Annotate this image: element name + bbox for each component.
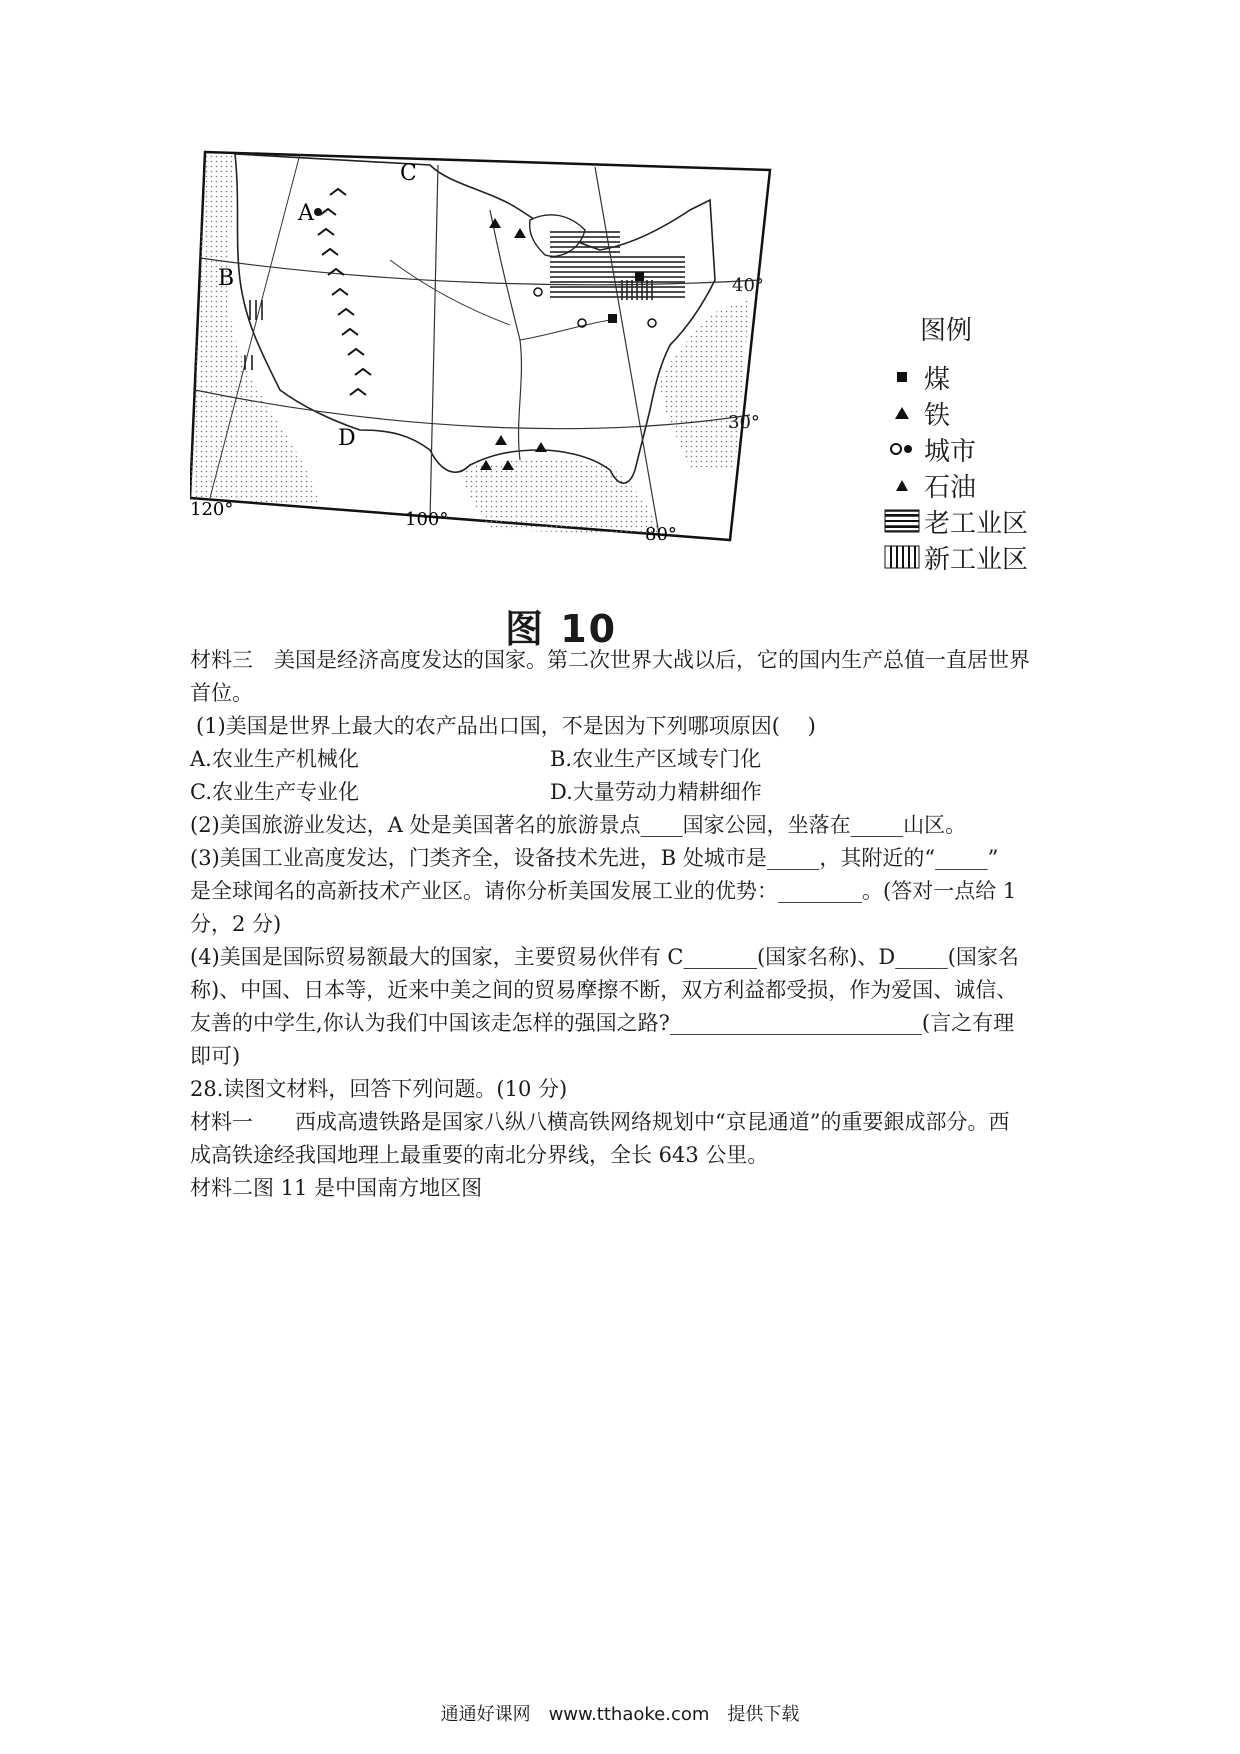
legend-item-coal <box>880 359 1070 395</box>
legend-label: 石油 <box>924 472 977 503</box>
legend-label: 新工业区 <box>924 544 1029 575</box>
figure-caption: 图 10 <box>505 607 618 651</box>
footer-watermark: 通通好课网 www.tthaoke.com 提供下载 <box>440 1704 800 1725</box>
q1-option-b: B.农业生产区域专门化 <box>550 747 762 771</box>
legend-label: 煤 <box>924 364 951 395</box>
q3-line3: 分，2 分) <box>190 912 282 936</box>
legend-label: 铁 <box>924 400 951 431</box>
label-lon-80: 80° <box>645 524 677 545</box>
coal-icon <box>880 370 924 384</box>
iron-icon <box>880 406 924 420</box>
q28-material1-line1: 材料一 西成高遗铁路是国家八纵八横高铁网络规划中“京昆通道”的重要銀成部分。西 <box>190 1110 1010 1134</box>
label-lon-100: 100° <box>405 509 449 530</box>
legend-item-city <box>880 431 1070 467</box>
q3-line2: 是全球闻名的高新技术产业区。请你分析美国发展工业的优势：________。(答对一点给 1 <box>190 879 1017 903</box>
legend-label: 老工业区 <box>924 508 1029 539</box>
q4-line4: 即可) <box>190 1044 241 1068</box>
map-legend <box>880 310 1070 575</box>
legend-item-oil <box>880 467 1070 503</box>
question-text <box>190 644 1060 1205</box>
q28-material1-line2: 成高铁途经我国地理上最重要的南北分界线，全长 643 公里。 <box>190 1143 769 1167</box>
label-lon-120: 120° <box>190 499 234 520</box>
q1-options-row2 <box>190 776 1060 809</box>
city-a-marker <box>314 208 322 216</box>
q28-title: 28.读图文材料，回答下列问题。(10 分) <box>190 1077 568 1101</box>
legend-item-new-industry <box>880 539 1070 575</box>
q1-stem: (1)美国是世界上最大的农产品出口国，不是因为下列哪项原因( ) <box>196 714 816 738</box>
q1-option-d: D.大量劳动力精耕细作 <box>550 780 762 804</box>
city-icon <box>880 442 924 456</box>
label-a: A <box>298 201 314 226</box>
q3-line1: (3)美国工业高度发达，门类齐全，设备技术先进，B 处城市是_____，其附近的“_____” <box>190 846 999 870</box>
legend-label: 城市 <box>924 436 977 467</box>
material3-line2: 首位。 <box>190 681 253 705</box>
coal-2 <box>608 314 617 323</box>
q1-option-a: A.农业生产机械化 <box>190 747 359 771</box>
label-b: B <box>218 266 235 291</box>
q1-options-row1 <box>190 743 1060 776</box>
us-map <box>190 140 880 590</box>
label-lat-40: 40° <box>732 275 764 296</box>
legend-title: 图例 <box>920 316 973 346</box>
legend-item-iron <box>880 395 1070 431</box>
q2: (2)美国旅游业发达，A 处是美国著名的旅游景点____国家公园，坐落在_____山区。 <box>190 813 967 837</box>
q28-material2: 材料二图 11 是中国南方地区图 <box>190 1176 483 1200</box>
q4-line3: 友善的中学生,你认为我们中国该走怎样的强国之路?________________________(言之有理 <box>190 1011 1015 1035</box>
q4-line2: 称)、中国、日本等，近来中美之间的贸易摩擦不断，双方利益都受损，作为爱国、诚信、 <box>190 978 1018 1002</box>
legend-item-old-industry <box>880 503 1070 539</box>
coal-1 <box>635 272 644 281</box>
new-industrial-zone <box>620 280 655 300</box>
label-c: C <box>400 161 417 186</box>
new-industry-icon <box>880 545 924 569</box>
oil-icon <box>880 478 924 492</box>
q1-option-c: C.农业生产专业化 <box>190 780 359 804</box>
label-lat-30: 30° <box>728 412 760 433</box>
old-industry-icon <box>880 509 924 533</box>
material3-line1: 材料三 美国是经济高度发达的国家。第二次世界大战以后，它的国内生产总值一直居世界 <box>190 648 1030 672</box>
label-d: D <box>338 426 356 451</box>
q4-line1: (4)美国是国际贸易额最大的国家，主要贸易伙伴有 C_______(国家名称)、D_____(国家名 <box>190 945 1019 969</box>
old-industrial-zone-1 <box>550 230 620 300</box>
